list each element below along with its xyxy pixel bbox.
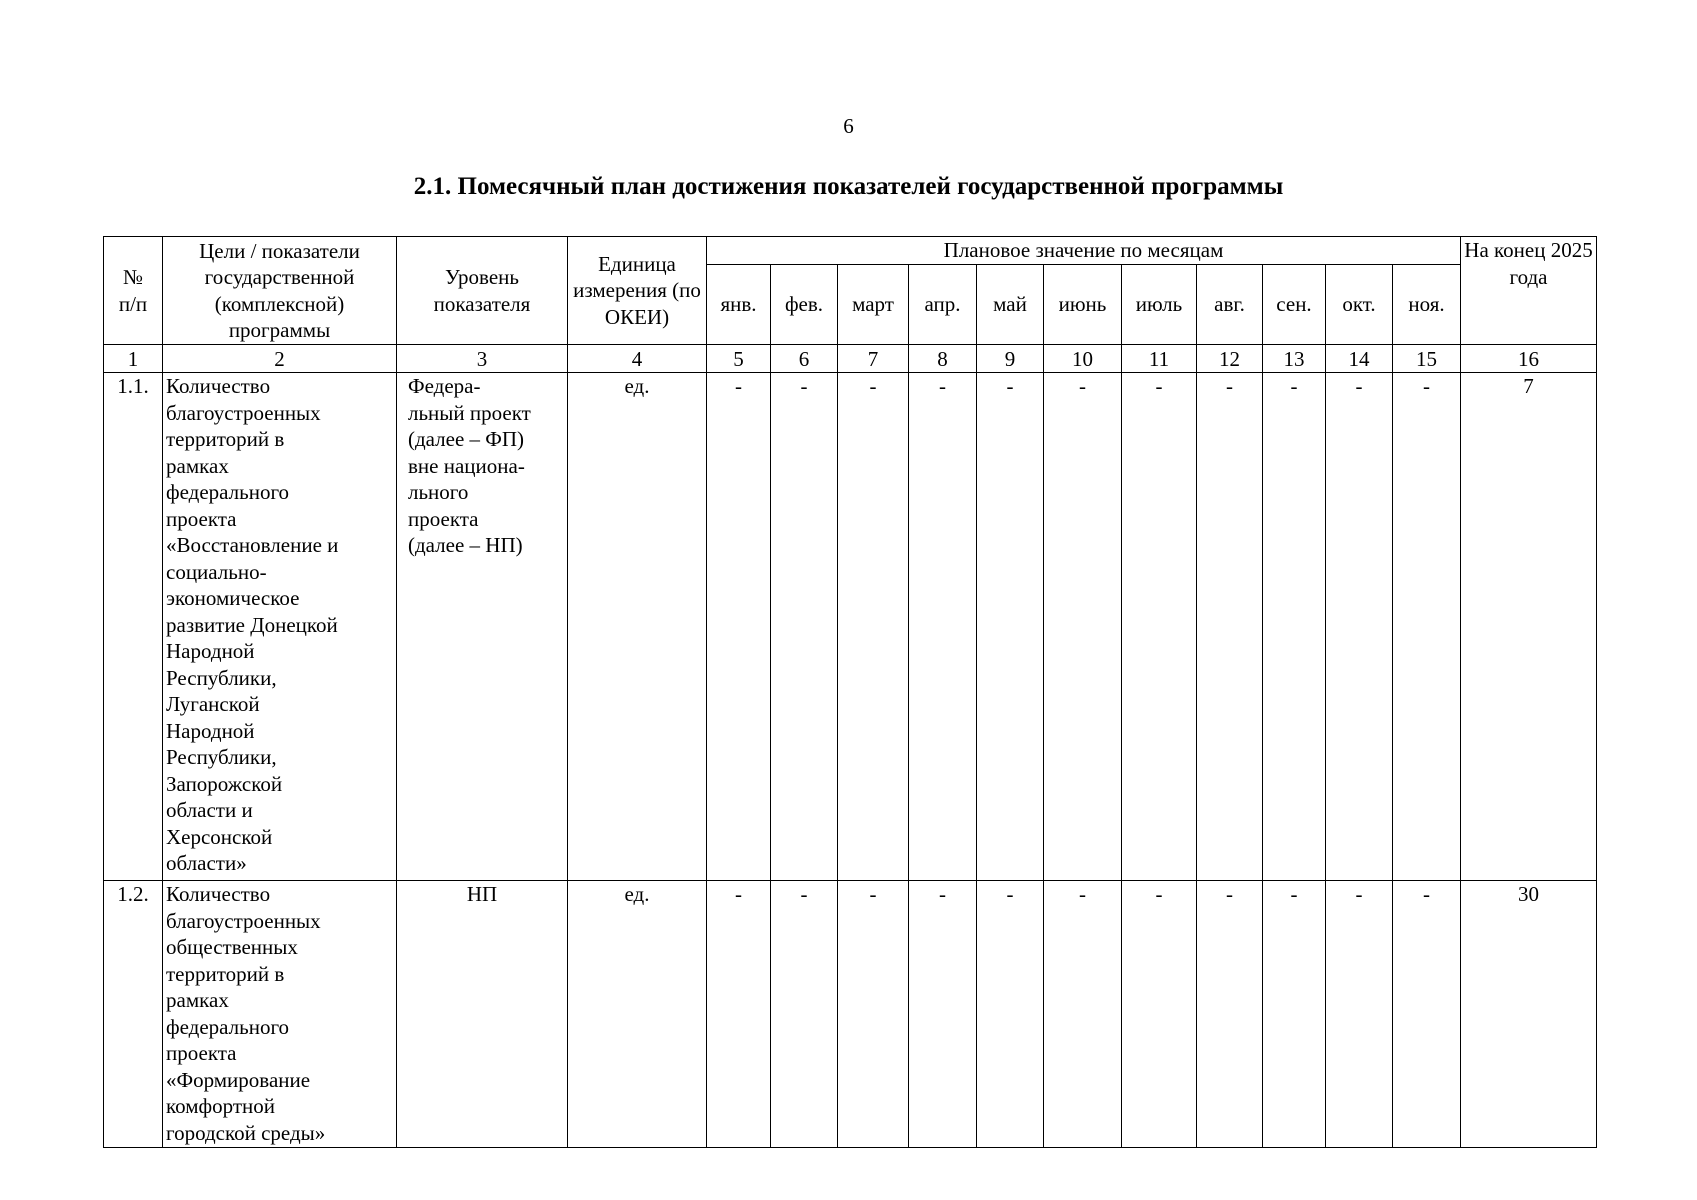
table-row [104,881,1597,1148]
header-goal: Цели / показатели государственной (комплексной) программы [163,237,397,345]
column-number: 12 [1197,345,1263,373]
month-value: - [1263,373,1326,881]
column-number: 14 [1326,345,1393,373]
month-value: - [1044,881,1122,1148]
header-month: фев. [771,265,838,345]
header-month: ноя. [1393,265,1461,345]
column-number: 7 [838,345,909,373]
header-month: март [838,265,909,345]
header-month: май [977,265,1044,345]
end-of-year-value: 7 [1461,373,1597,881]
month-value: - [1393,881,1461,1148]
goal-name: Количество благоустроенных общественных территорий в рамках федерального проекта «Формирование комфортной городской среды» [163,881,397,1148]
header-monthly-plan: Плановое значение по месяцам [707,237,1461,265]
month-value: - [1197,881,1263,1148]
column-number: 3 [397,345,568,373]
column-number: 6 [771,345,838,373]
column-number: 9 [977,345,1044,373]
table-row [104,373,1597,881]
month-value: - [1044,373,1122,881]
header-month: апр. [909,265,977,345]
row-number: 1.1. [104,373,163,881]
month-value: - [771,373,838,881]
unit-of-measure: ед. [568,881,707,1148]
header-month: авг. [1197,265,1263,345]
unit-of-measure: ед. [568,373,707,881]
monthly-plan-table [103,236,1597,1148]
month-value: - [1197,373,1263,881]
header-month: окт. [1326,265,1393,345]
indicator-level: Федера- льный проект (далее – ФП) вне национа- льного проекта (далее – НП) [397,373,568,881]
column-number: 16 [1461,345,1597,373]
page-title: 2.1. Помесячный план достижения показателей государственной программы [413,173,1284,200]
column-number: 11 [1122,345,1197,373]
end-of-year-value: 30 [1461,881,1597,1148]
month-value: - [977,881,1044,1148]
header-unit: Единица измерения (по ОКЕИ) [568,237,707,345]
table-header [104,237,1597,345]
column-numbers-row [104,345,1597,373]
goal-name: Количество благоустроенных территорий в рамках федерального проекта «Восстановление и социально- экономическое развитие Донецкой Народной Республики, Луганской Народной Республики, Запорожской области и Херсонской области» [163,373,397,881]
header-month: июль [1122,265,1197,345]
column-number: 2 [163,345,397,373]
column-number: 1 [104,345,163,373]
header-num: № п/п [104,237,163,345]
column-number: 8 [909,345,977,373]
month-value: - [771,881,838,1148]
month-value: - [707,881,771,1148]
header-month: июнь [1044,265,1122,345]
header-level: Уровень показателя [397,237,568,345]
indicator-level: НП [397,881,568,1148]
month-value: - [1263,881,1326,1148]
column-number: 10 [1044,345,1122,373]
column-number: 13 [1263,345,1326,373]
page-number: 6 [843,114,854,138]
month-value: - [1122,373,1197,881]
column-number: 5 [707,345,771,373]
month-value: - [1326,373,1393,881]
month-value: - [707,373,771,881]
month-value: - [838,881,909,1148]
column-number: 4 [568,345,707,373]
month-value: - [1326,881,1393,1148]
month-value: - [909,373,977,881]
row-number: 1.2. [104,881,163,1148]
month-value: - [909,881,977,1148]
column-number: 15 [1393,345,1461,373]
header-end-of-year: На конец 2025 года [1461,237,1597,345]
month-value: - [1122,881,1197,1148]
month-value: - [1393,373,1461,881]
header-month: сен. [1263,265,1326,345]
header-month: янв. [707,265,771,345]
month-value: - [838,373,909,881]
month-value: - [977,373,1044,881]
